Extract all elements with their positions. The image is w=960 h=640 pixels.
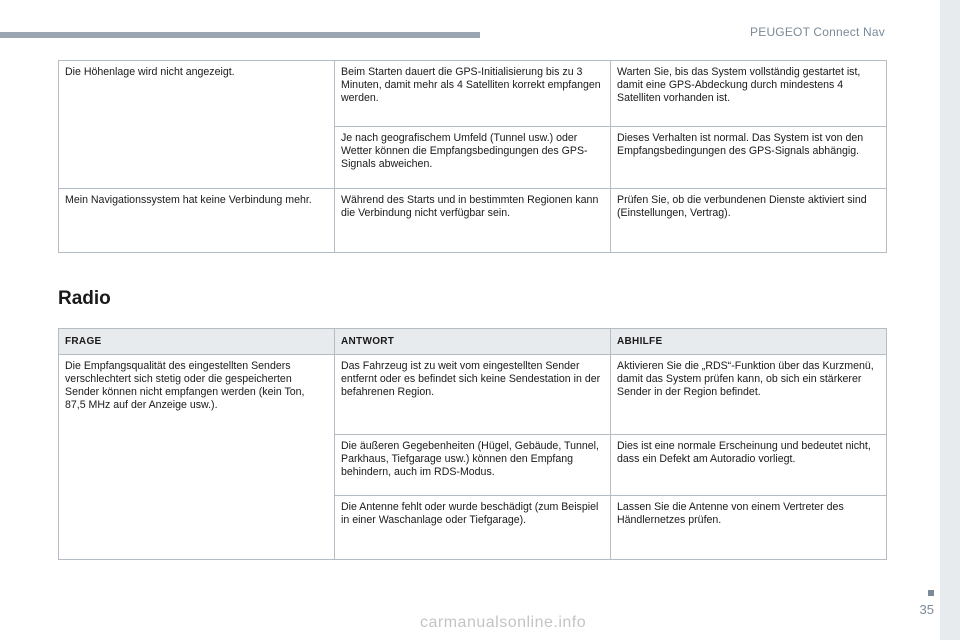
section-title-radio: Radio <box>58 288 111 309</box>
table-row <box>59 355 887 435</box>
answer-cell: Die äußeren Gegebenheiten (Hügel, Gebäude, Tunnel, Parkhaus, Tiefgarage usw.) können den Empfang behindern, auch im RDS-Modus. <box>335 435 611 496</box>
column-header-abhilfe: ABHILFE <box>611 329 887 355</box>
watermark-text: carmanualsonline.info <box>420 614 587 631</box>
answer-cell: Während des Starts und in bestimmten Regionen kann die Verbindung nicht verfügbar sein. <box>335 189 611 253</box>
radio-faq-table <box>58 328 887 560</box>
table-row <box>59 189 887 253</box>
table-row <box>59 61 887 127</box>
question-cell: Die Empfangsqualität des eingestellten Senders verschlechtert sich stetig oder die gespeicherten Sender können nicht empfangen werden (kein Ton, 87,5 MHz auf der Anzeige usw.). <box>59 355 335 560</box>
remedy-cell: Dies ist eine normale Erscheinung und bedeutet nicht, dass ein Defekt am Autoradio vorliegt. <box>611 435 887 496</box>
question-cell: Die Höhenlage wird nicht angezeigt. <box>59 61 335 189</box>
page-number: 35 <box>919 602 934 617</box>
top-accent-bar <box>0 32 480 38</box>
navigation-faq-table <box>58 60 887 253</box>
remedy-cell: Dieses Verhalten ist normal. Das System ist von den Empfangsbedingungen des GPS-Signals abhängig. <box>611 127 887 189</box>
table-header-row <box>59 329 887 355</box>
answer-cell: Beim Starten dauert die GPS-Initialisierung bis zu 3 Minuten, damit mehr als 4 Satelliten korrekt empfangen werden. <box>335 61 611 127</box>
manual-title: PEUGEOT Connect Nav <box>750 25 885 39</box>
side-stripe <box>940 0 960 640</box>
column-header-antwort: ANTWORT <box>335 329 611 355</box>
remedy-cell: Lassen Sie die Antenne von einem Vertreter des Händlernetzes prüfen. <box>611 496 887 560</box>
column-header-frage: FRAGE <box>59 329 335 355</box>
answer-cell: Das Fahrzeug ist zu weit vom eingestellten Sender entfernt oder es befindet sich keine Sendestation in der befahrenen Region. <box>335 355 611 435</box>
remedy-cell: Warten Sie, bis das System vollständig gestartet ist, damit eine GPS-Abdeckung durch mindestens 4 Satelliten vorhanden ist. <box>611 61 887 127</box>
answer-cell: Je nach geografischem Umfeld (Tunnel usw.) oder Wetter können die Empfangsbedingungen des GPS-Signals abweichen. <box>335 127 611 189</box>
question-cell: Mein Navigationssystem hat keine Verbindung mehr. <box>59 189 335 253</box>
page-marker-square <box>928 590 934 596</box>
answer-cell: Die Antenne fehlt oder wurde beschädigt (zum Beispiel in einer Waschanlage oder Tiefgarage). <box>335 496 611 560</box>
remedy-cell: Prüfen Sie, ob die verbundenen Dienste aktiviert sind (Einstellungen, Vertrag). <box>611 189 887 253</box>
remedy-cell: Aktivieren Sie die „RDS“-Funktion über das Kurzmenü, damit das System prüfen kann, ob sich ein stärkerer Sender in der Region befindet. <box>611 355 887 435</box>
